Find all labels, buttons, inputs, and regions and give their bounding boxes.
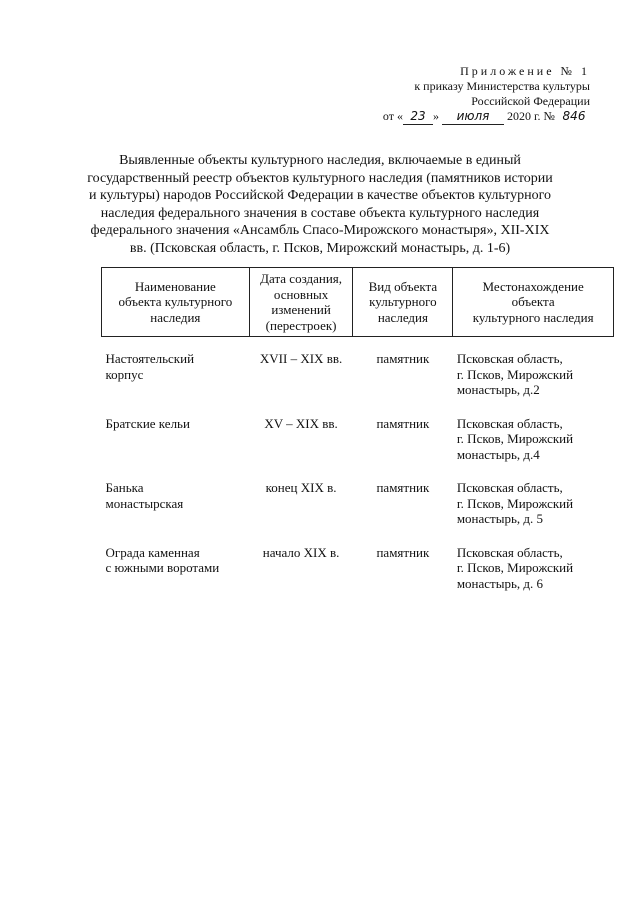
cell-location — [453, 480, 614, 527]
document-heading — [80, 152, 560, 257]
header-text: культурного — [369, 294, 437, 310]
cell-text: с южными воротами — [105, 560, 220, 575]
cell-text: Псковская область, — [456, 351, 563, 366]
cell-text: Настоятельский — [105, 351, 195, 366]
header-text: Дата создания, — [260, 271, 342, 286]
cell-date: начало XIX в. — [262, 544, 340, 560]
heading-line: и культуры) народов Российской Федерации в качестве объектов культурного — [88, 188, 552, 203]
header-text: наследия — [377, 309, 428, 325]
header-text: объекта культурного — [118, 294, 233, 310]
cell-type: памятник — [376, 480, 430, 495]
cell-text: монастырь, д. 5 — [456, 511, 543, 526]
annex-year: 2020 г. № — [506, 109, 555, 123]
table-row — [102, 351, 614, 398]
cell-type: памятник — [376, 351, 430, 366]
header-text: (перестроек) — [265, 317, 337, 333]
cell-text: монастырская — [105, 495, 184, 511]
heading-line: государственный реестр объектов культурного наследия (памятников истории — [87, 170, 553, 186]
header-text: Местонахождение — [482, 278, 584, 294]
heading-line: вв. (Псковская область, г. Псков, Мирожский монастырь, д. 1-6) — [129, 240, 511, 256]
cell-text: г. Псков, Мирожский — [456, 366, 574, 382]
cell-text: монастырь, д. 6 — [456, 575, 543, 591]
cell-location — [453, 545, 614, 592]
heritage-objects-table — [101, 267, 614, 591]
cell-text: корпус — [105, 366, 144, 382]
cell-name — [102, 480, 250, 527]
cell-text: г. Псков, Мирожский — [456, 495, 574, 511]
annex-date-line — [290, 109, 590, 125]
cell-text: Банька — [105, 480, 144, 495]
cell-text: монастырь, д.4 — [456, 446, 540, 462]
table-header-row — [102, 268, 614, 337]
header-text: наследия — [150, 309, 201, 325]
cell-text: Псковская область, — [456, 544, 563, 560]
header-text: объекта — [511, 294, 555, 310]
annex-date-prefix: от « — [382, 109, 403, 123]
cell-text: г. Псков, Мирожский — [456, 560, 574, 575]
annex-ministry-line: Российской Федерации — [471, 94, 590, 108]
cell-text: г. Псков, Мирожский — [456, 431, 574, 446]
annex-block — [290, 64, 590, 125]
heading-line: федерального значения «Ансамбль Спасо-Мирожского монастыря», XII-XIX — [90, 223, 550, 238]
table-row — [102, 416, 614, 463]
cell-type: памятник — [376, 544, 430, 560]
annex-order-line: к приказу Министерства культуры — [414, 79, 590, 93]
cell-location — [453, 351, 614, 398]
cell-date: XVII – XIX вв. — [259, 351, 343, 366]
header-location — [453, 268, 614, 337]
annex-day: 23 — [403, 109, 433, 125]
annex-title: Приложение № 1 — [460, 64, 590, 78]
cell-location — [453, 416, 614, 463]
cell-date: XV – XIX вв. — [264, 415, 338, 431]
cell-text: Ограда каменная — [105, 544, 200, 560]
annex-month: июля — [442, 109, 504, 125]
header-name — [102, 268, 250, 337]
cell-text: Братские кельи — [105, 415, 190, 431]
header-text: основных — [273, 286, 329, 302]
header-text: культурного наследия — [472, 309, 594, 325]
table-row — [102, 480, 614, 527]
cell-name — [102, 351, 250, 398]
annex-date-mid: » — [432, 109, 439, 123]
cell-date: конец XIX в. — [265, 480, 337, 495]
cell-text: Псковская область, — [456, 480, 563, 495]
heading-line: Выявленные объекты культурного наследия, включаемые в единый — [119, 153, 521, 168]
header-text: Наименование — [134, 278, 216, 294]
header-date — [249, 268, 353, 337]
cell-name — [102, 545, 250, 592]
cell-type: памятник — [376, 415, 430, 431]
header-text: Вид объекта — [368, 278, 438, 294]
header-text: изменений — [271, 302, 331, 317]
annex-number: 846 — [562, 109, 586, 123]
cell-text: Псковская область, — [456, 415, 563, 431]
table-row — [102, 545, 614, 592]
cell-text: монастырь, д.2 — [456, 382, 540, 397]
cell-name — [102, 416, 250, 463]
heading-line: наследия федерального значения в составе объекта культурного наследия — [100, 205, 540, 221]
header-type — [353, 268, 453, 337]
